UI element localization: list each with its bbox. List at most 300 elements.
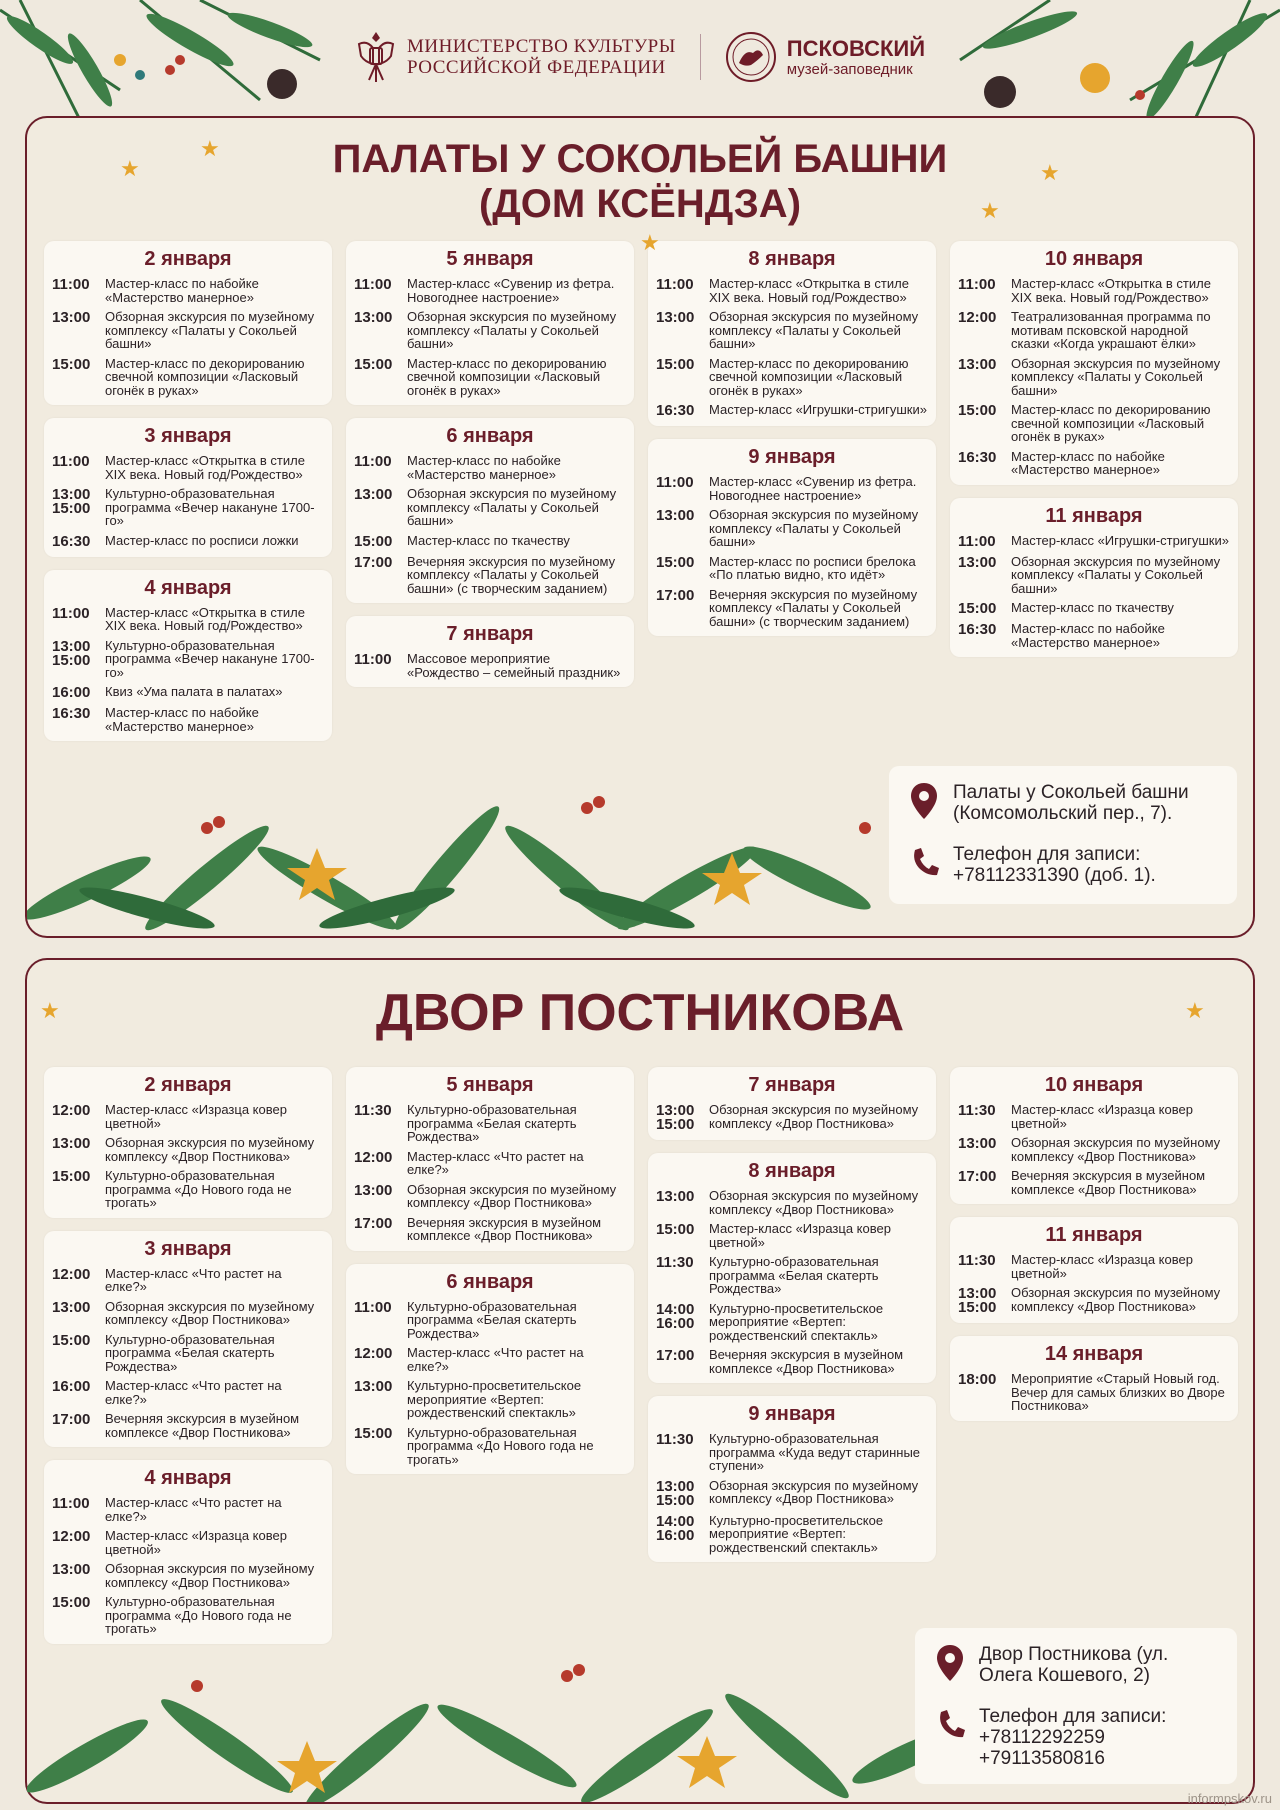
event-desc: Обзорная экскурсия по музейному комплексу «Двор Постникова» bbox=[105, 1298, 315, 1327]
postnikov-col-1 bbox=[44, 1067, 332, 1657]
event-time: 15:00 bbox=[52, 1331, 91, 1349]
event-time: 11:00 bbox=[958, 532, 996, 550]
event-time: 11:00 bbox=[52, 1495, 90, 1512]
event-row bbox=[354, 1150, 626, 1177]
palaty-col-3 bbox=[648, 241, 936, 649]
event-row bbox=[656, 1348, 928, 1375]
event-desc: Обзорная экскурсия по музейному комплексу «Двор Постникова» bbox=[105, 1561, 315, 1590]
event-desc: Вечерняя экскурсия в музейном комплексе «Двор Постникова» bbox=[1011, 1168, 1206, 1197]
event-time: 17:00 bbox=[656, 1347, 695, 1364]
event-desc: Вечерняя экскурсия по музейному комплексу «Палаты у Сокольей башни» (с творческим заданием) bbox=[407, 553, 616, 596]
event-time: 15:00 bbox=[656, 553, 695, 571]
event-row bbox=[958, 310, 1230, 351]
event-desc: Обзорная экскурсия по музейному комплексу «Палаты у Сокольей башни» bbox=[709, 309, 919, 351]
event-time: 11:00 bbox=[354, 651, 392, 668]
event-time: 13:00 bbox=[958, 1135, 997, 1152]
event-desc: Культурно-просветительское мероприятие «Вертеп: рождественский спектакль» bbox=[407, 1378, 582, 1420]
event-desc: Вечерняя экскурсия в музейном комплексе «Двор Постникова» bbox=[407, 1214, 602, 1243]
event-row bbox=[52, 534, 324, 549]
day-date: 11 января bbox=[1045, 504, 1143, 527]
event-desc: Культурно-образовательная программа «До Нового года не трогать» bbox=[105, 1594, 292, 1636]
phone-icon bbox=[935, 1706, 965, 1744]
palaty-col-2 bbox=[346, 241, 634, 700]
event-row bbox=[958, 357, 1230, 398]
day-card bbox=[44, 1231, 332, 1448]
event-time: 11:00 bbox=[354, 1298, 392, 1316]
event-row bbox=[958, 622, 1230, 649]
event-desc: Мастер-класс по декорированию свечной композиции «Ласковый огонёк в руках» bbox=[709, 355, 909, 398]
event-time: 15:00 bbox=[958, 402, 997, 419]
event-time: 13:00 bbox=[52, 1135, 91, 1152]
event-row bbox=[52, 487, 324, 528]
event-time: 17:00 bbox=[656, 586, 695, 604]
event-row bbox=[52, 639, 324, 680]
event-time: 13:00 15:00 bbox=[656, 1102, 695, 1133]
day-date: 4 января bbox=[144, 1467, 232, 1489]
event-time: 11:00 bbox=[958, 276, 996, 293]
event-desc: Мастер-класс «Что растет на елке?» bbox=[105, 1265, 282, 1294]
event-row bbox=[354, 1183, 626, 1210]
event-time: 17:00 bbox=[52, 1411, 91, 1428]
event-desc: Квиз «Ума палата в палатах» bbox=[105, 684, 283, 699]
event-desc: Мастер-класс «Игрушки-стригушки» bbox=[709, 402, 927, 417]
event-time: 11:30 bbox=[958, 1102, 996, 1119]
postnikov-contact-card bbox=[915, 1628, 1237, 1784]
event-time: 11:00 bbox=[52, 276, 90, 293]
day-card bbox=[648, 241, 936, 426]
palaty-col-4 bbox=[950, 241, 1238, 670]
event-row bbox=[52, 1169, 324, 1210]
day-card bbox=[346, 418, 634, 603]
event-desc: Мастер-класс «Что растет на елке?» bbox=[105, 1378, 282, 1407]
event-time: 15:00 bbox=[52, 1168, 91, 1185]
event-time: 15:00 bbox=[354, 532, 393, 550]
event-time: 13:00 bbox=[52, 309, 91, 326]
event-desc: Мастер-класс «Сувенир из фетра. Новогоднее настроение» bbox=[709, 474, 917, 503]
event-desc: Обзорная экскурсия по музейному комплексу «Двор Постникова» bbox=[1011, 1135, 1221, 1164]
event-row bbox=[354, 277, 626, 304]
museum-name-line2: музей-заповедник bbox=[786, 60, 913, 78]
section-palaty-title-line1: ПАЛАТЫ У СОКОЛЬЕЙ БАШНИ bbox=[332, 137, 948, 181]
event-desc: Культурно-образовательная программа «Куда ведут старинные ступени» bbox=[709, 1431, 921, 1473]
day-date: 6 января bbox=[446, 425, 534, 447]
event-row bbox=[354, 454, 626, 481]
event-row bbox=[354, 1103, 626, 1144]
event-desc: Обзорная экскурсия по музейному комплексу «Палаты у Сокольей башни» bbox=[709, 507, 919, 549]
event-time: 13:00 bbox=[354, 1378, 393, 1395]
event-desc: Мастер-класс «Что растет на елке?» bbox=[105, 1495, 282, 1524]
event-time: 15:00 bbox=[52, 1594, 91, 1611]
event-row bbox=[52, 310, 324, 351]
event-desc: Обзорная экскурсия по музейному комплексу «Двор Постникова» bbox=[709, 1188, 919, 1217]
event-row bbox=[354, 310, 626, 351]
address-text: Палаты у Сокольей башни (Комсомольский пер., 7). bbox=[953, 782, 1189, 824]
day-card bbox=[346, 1067, 634, 1251]
location-pin-icon bbox=[935, 1644, 965, 1682]
event-row bbox=[354, 1300, 626, 1341]
day-date: 10 января bbox=[1044, 1074, 1144, 1096]
star-decoration: ★ bbox=[1185, 998, 1205, 1023]
event-desc: Мастер-класс по набойке «Мастерство манерное» bbox=[105, 705, 259, 734]
event-desc: Обзорная экскурсия по музейному комплексу «Палаты у Сокольей башни» bbox=[1011, 553, 1221, 596]
day-card bbox=[648, 1396, 936, 1562]
event-row bbox=[52, 1412, 324, 1439]
event-desc: Мастер-класс «Что растет на елке?» bbox=[407, 1148, 584, 1177]
event-row bbox=[52, 1300, 324, 1327]
section-postnikov-panel bbox=[25, 958, 1255, 1804]
event-desc: Мастер-класс «Открытка в стиле XIX века. Новый год/Рождество» bbox=[709, 276, 909, 305]
phone-row bbox=[935, 1706, 1219, 1769]
event-row bbox=[354, 357, 626, 398]
phone-text[interactable]: Телефон для записи: +78112331390 (доб. 1). bbox=[953, 844, 1156, 886]
event-desc: Мастер-класс «Открытка в стиле XIX века. Новый год/Рождество» bbox=[105, 453, 305, 482]
event-desc: Культурно-образовательная программа «До Нового года не трогать» bbox=[105, 1168, 292, 1210]
event-desc: Обзорная экскурсия по музейному комплексу «Палаты у Сокольей башни» bbox=[1011, 355, 1221, 398]
event-time: 13:00 bbox=[52, 1561, 91, 1578]
event-desc: Обзорная экскурсия по музейному комплексу «Палаты у Сокольей башни» bbox=[105, 309, 315, 351]
event-row bbox=[52, 1103, 324, 1130]
ministry-logo bbox=[355, 28, 676, 86]
event-row bbox=[354, 1346, 626, 1373]
day-date: 3 января bbox=[144, 1237, 232, 1260]
event-desc: Вечерняя экскурсия в музейном комплексе «Двор Постникова» bbox=[709, 1347, 904, 1376]
event-row bbox=[52, 454, 324, 481]
event-row bbox=[656, 1302, 928, 1343]
event-time: 13:00 bbox=[958, 355, 997, 373]
phone-label: Телефон для записи: bbox=[979, 1706, 1167, 1727]
day-date: 9 января bbox=[748, 1403, 836, 1425]
event-time: 15:00 bbox=[354, 1424, 393, 1442]
event-desc: Культурно-образовательная программа «Белая скатерть Рождества» bbox=[709, 1254, 879, 1296]
event-desc: Обзорная экскурсия по музейному комплексу «Двор Постникова» bbox=[105, 1135, 315, 1164]
postnikov-col-2 bbox=[346, 1067, 634, 1487]
event-desc: Культурно-образовательная программа «Вечер накануне 1700-го» bbox=[105, 486, 315, 528]
event-time: 16:30 bbox=[656, 402, 695, 419]
event-time: 11:00 bbox=[52, 453, 90, 470]
event-time: 11:00 bbox=[52, 604, 90, 622]
event-desc: Обзорная экскурсия по музейному комплексу «Палаты у Сокольей башни» bbox=[407, 309, 617, 351]
event-row bbox=[958, 277, 1230, 304]
day-date: 10 января bbox=[1044, 248, 1144, 270]
event-row bbox=[656, 555, 928, 582]
star-decoration: ★ bbox=[1040, 160, 1060, 185]
star-decoration: ★ bbox=[40, 998, 60, 1023]
event-row bbox=[656, 1479, 928, 1508]
event-desc: Мастер-класс «Изразца ковер цветной» bbox=[105, 1102, 287, 1131]
event-desc: Культурно-просветительское мероприятие «Вертеп: рождественский спектакль» bbox=[709, 1300, 884, 1343]
day-date: 4 января bbox=[144, 576, 232, 599]
event-row bbox=[656, 588, 928, 629]
event-desc: Вечерняя экскурсия по музейному комплексу «Палаты у Сокольей башни» (с творческим заданием) bbox=[709, 586, 918, 629]
event-time: 16:30 bbox=[958, 448, 997, 466]
event-desc: Мастер-класс «Сувенир из фетра. Новогоднее настроение» bbox=[407, 276, 615, 305]
day-date: 9 января bbox=[748, 446, 836, 468]
star-decoration: ★ bbox=[200, 136, 220, 161]
event-time: 17:00 bbox=[354, 1214, 393, 1232]
event-time: 13:00 bbox=[354, 1181, 393, 1199]
location-pin-icon bbox=[909, 782, 939, 820]
event-time: 12:00 bbox=[354, 1148, 393, 1166]
day-date: 5 января bbox=[446, 1074, 534, 1096]
event-row bbox=[52, 1562, 324, 1589]
event-desc: Культурно-просветительское мероприятие «Вертеп: рождественский спектакль» bbox=[709, 1512, 884, 1555]
day-date: 8 января bbox=[748, 248, 836, 270]
event-row bbox=[52, 606, 324, 633]
event-time: 11:30 bbox=[958, 1252, 996, 1269]
event-desc: Мастер-класс «Изразца ковер цветной» bbox=[1011, 1102, 1193, 1131]
event-row bbox=[656, 1255, 928, 1296]
eagle-crest-icon bbox=[355, 28, 397, 86]
event-desc: Обзорная экскурсия по музейному комплексу «Палаты у Сокольей башни» bbox=[407, 486, 617, 528]
event-desc: Мастер-класс по росписи ложки bbox=[105, 532, 299, 548]
event-desc: Массовое мероприятие «Рождество – семейный праздник» bbox=[407, 651, 621, 680]
event-row bbox=[52, 685, 324, 700]
section-postnikov-title: ДВОР ПОСТНИКОВА bbox=[375, 984, 905, 1042]
event-row bbox=[656, 508, 928, 549]
event-desc: Мастер-класс по набойке «Мастерство манерное» bbox=[407, 453, 561, 482]
event-time: 13:00 bbox=[656, 1188, 695, 1205]
event-desc: Культурно-образовательная программа «Белая скатерть Рождества» bbox=[407, 1102, 577, 1144]
day-date: 5 января bbox=[446, 248, 534, 270]
event-time: 13:00 15:00 bbox=[958, 1285, 997, 1316]
event-row bbox=[52, 1333, 324, 1374]
day-card bbox=[44, 418, 332, 557]
event-desc: Мастер-класс «Что растет на елке?» bbox=[407, 1345, 584, 1374]
event-desc: Мастер-класс «Изразца ковер цветной» bbox=[709, 1221, 891, 1250]
event-row bbox=[52, 1379, 324, 1406]
pine-garland-decoration bbox=[27, 768, 907, 938]
event-time: 11:00 bbox=[354, 453, 392, 470]
event-row bbox=[958, 1103, 1230, 1130]
event-time: 14:00 16:00 bbox=[656, 1300, 695, 1332]
event-time: 11:00 bbox=[656, 474, 694, 491]
museum-seal-icon bbox=[725, 31, 777, 83]
section-palaty-title-line2: (ДОМ КСЁНДЗА) bbox=[478, 182, 802, 226]
event-row bbox=[52, 1496, 324, 1523]
event-desc: Мастер-класс по ткачеству bbox=[407, 532, 570, 548]
event-row bbox=[958, 1253, 1230, 1280]
event-row bbox=[656, 1189, 928, 1216]
phone-number-2[interactable]: +79113580816 bbox=[979, 1748, 1105, 1769]
day-date: 14 января bbox=[1044, 1343, 1144, 1365]
event-time: 11:00 bbox=[354, 276, 392, 293]
phone-number-1[interactable]: +78112292259 bbox=[979, 1727, 1105, 1748]
day-card bbox=[950, 498, 1238, 658]
day-card bbox=[648, 1153, 936, 1383]
event-time: 12:00 bbox=[958, 309, 997, 326]
ministry-name-line1: МИНИСТЕРСТВО КУЛЬТУРЫ bbox=[406, 36, 676, 57]
event-row bbox=[52, 1595, 324, 1636]
event-time: 13:00 bbox=[354, 486, 393, 503]
event-time: 17:00 bbox=[958, 1168, 997, 1185]
event-time: 16:30 bbox=[52, 532, 91, 550]
day-card bbox=[44, 1067, 332, 1218]
event-desc: Мастер-класс по декорированию свечной композиции «Ласковый огонёк в руках» bbox=[407, 355, 607, 398]
event-row bbox=[656, 1222, 928, 1249]
header-divider bbox=[700, 34, 701, 80]
event-desc: Мастер-класс по декорированию свечной композиции «Ласковый огонёк в руках» bbox=[1011, 402, 1211, 444]
event-time: 13:00 bbox=[656, 507, 695, 524]
event-row bbox=[958, 601, 1230, 616]
event-row bbox=[354, 652, 626, 679]
event-row bbox=[958, 555, 1230, 596]
day-card bbox=[648, 439, 936, 636]
event-time: 13:00 bbox=[354, 309, 393, 326]
phone-block bbox=[979, 1706, 1166, 1769]
event-row bbox=[958, 1136, 1230, 1163]
watermark: informpskov.ru bbox=[1187, 1791, 1272, 1806]
event-desc: Культурно-образовательная программа «Белая скатерть Рождества» bbox=[407, 1298, 577, 1341]
event-desc: Мастер-класс «Игрушки-стригушки» bbox=[1011, 532, 1229, 548]
phone-row bbox=[909, 844, 1219, 886]
event-desc: Мастер-класс «Изразца ковер цветной» bbox=[105, 1528, 287, 1557]
event-time: 18:00 bbox=[958, 1371, 997, 1388]
event-row bbox=[52, 277, 324, 304]
event-time: 16:00 bbox=[52, 1378, 91, 1395]
event-time: 15:00 bbox=[656, 355, 695, 373]
event-row bbox=[354, 555, 626, 596]
address-row bbox=[935, 1644, 1219, 1686]
event-desc: Мастер-класс по росписи брелока «По платью видно, кто идёт» bbox=[709, 553, 916, 582]
event-desc: Мастер-класс по набойке «Мастерство манерное» bbox=[1011, 621, 1165, 650]
event-time: 15:00 bbox=[52, 355, 91, 373]
event-desc: Обзорная экскурсия по музейному комплексу «Двор Постникова» bbox=[709, 1477, 919, 1506]
event-desc: Обзорная экскурсия по музейному комплексу «Двор Постникова» bbox=[1011, 1285, 1221, 1314]
event-desc: Мероприятие «Старый Новый год. Вечер для самых близких во Дворе Постникова» bbox=[1011, 1371, 1225, 1413]
event-row bbox=[958, 1372, 1230, 1413]
palaty-col-1 bbox=[44, 241, 332, 754]
day-card bbox=[346, 616, 634, 687]
day-card bbox=[950, 241, 1238, 485]
day-card bbox=[648, 1067, 936, 1140]
event-row bbox=[354, 1426, 626, 1467]
event-desc: Культурно-образовательная программа «Вечер накануне 1700-го» bbox=[105, 637, 315, 680]
event-time: 17:00 bbox=[354, 553, 393, 571]
phone-icon bbox=[909, 844, 939, 882]
day-date: 7 января bbox=[446, 623, 534, 645]
event-row bbox=[958, 403, 1230, 444]
event-time: 11:30 bbox=[354, 1102, 392, 1119]
event-desc: Мастер-класс «Открытка в стиле XIX века. Новый год/Рождество» bbox=[105, 604, 305, 633]
event-row bbox=[656, 1514, 928, 1555]
star-decoration: ★ bbox=[120, 156, 140, 181]
event-time: 12:00 bbox=[52, 1265, 91, 1283]
pine-garland-bottom-decoration bbox=[27, 1646, 957, 1802]
event-time: 12:00 bbox=[52, 1102, 91, 1119]
event-time: 13:00 bbox=[656, 309, 695, 326]
star-decoration: ★ bbox=[980, 198, 1000, 223]
event-row bbox=[958, 1169, 1230, 1196]
event-row bbox=[958, 1286, 1230, 1315]
event-time: 15:00 bbox=[354, 355, 393, 373]
event-time: 12:00 bbox=[52, 1528, 91, 1545]
event-desc: Мастер-класс «Открытка в стиле XIX века. Новый год/Рождество» bbox=[1011, 276, 1211, 305]
event-row bbox=[958, 450, 1230, 477]
day-card bbox=[950, 1336, 1238, 1421]
event-row bbox=[354, 1379, 626, 1420]
event-row bbox=[52, 706, 324, 733]
day-card bbox=[44, 1460, 332, 1644]
postnikov-col-4 bbox=[950, 1067, 1238, 1434]
day-date: 2 января bbox=[144, 248, 232, 270]
event-time: 13:00 15:00 bbox=[52, 637, 91, 669]
event-desc: Обзорная экскурсия по музейному комплексу «Двор Постникова» bbox=[407, 1181, 617, 1210]
day-card bbox=[950, 1217, 1238, 1323]
event-desc: Мастер-класс «Изразца ковер цветной» bbox=[1011, 1252, 1193, 1281]
event-time: 16:30 bbox=[958, 621, 997, 638]
ministry-name-line2: РОССИЙСКОЙ ФЕДЕРАЦИИ bbox=[406, 57, 666, 78]
day-date: 6 января bbox=[446, 1270, 534, 1293]
museum-logo bbox=[725, 31, 925, 83]
event-time: 11:30 bbox=[656, 1431, 694, 1448]
event-row bbox=[52, 357, 324, 398]
event-time: 13:00 bbox=[958, 553, 997, 571]
event-row bbox=[52, 1136, 324, 1163]
event-time: 13:00 15:00 bbox=[52, 486, 91, 517]
event-time: 13:00 bbox=[52, 1298, 91, 1316]
museum-name-line1: ПСКОВСКИЙ bbox=[786, 35, 926, 61]
address-text: Двор Постникова (ул. Олега Кошевого, 2) bbox=[979, 1644, 1169, 1686]
day-date: 2 января bbox=[144, 1074, 232, 1096]
event-row bbox=[354, 534, 626, 549]
event-row bbox=[656, 277, 928, 304]
day-card bbox=[44, 570, 332, 742]
header-logos bbox=[0, 22, 1280, 92]
event-row bbox=[52, 1529, 324, 1556]
event-row bbox=[656, 310, 928, 351]
event-desc: Мастер-класс по набойке «Мастерство манерное» bbox=[105, 276, 259, 305]
day-card bbox=[346, 1264, 634, 1475]
day-date: 11 января bbox=[1045, 1224, 1143, 1246]
event-row bbox=[958, 534, 1230, 549]
day-card bbox=[950, 1067, 1238, 1204]
event-desc: Обзорная экскурсия по музейному комплексу «Двор Постникова» bbox=[709, 1102, 919, 1131]
day-date: 7 января bbox=[748, 1074, 836, 1096]
event-row bbox=[656, 1103, 928, 1132]
event-desc: Театрализованная программа по мотивам псковской народной сказки «Когда украшают ёлки» bbox=[1011, 309, 1211, 351]
event-row bbox=[656, 403, 928, 418]
palaty-contact-card bbox=[889, 766, 1237, 904]
event-desc: Культурно-образовательная программа «Белая скатерть Рождества» bbox=[105, 1331, 275, 1374]
star-decoration: ★ bbox=[640, 230, 660, 255]
event-desc: Мастер-класс по декорированию свечной композиции «Ласковый огонёк в руках» bbox=[105, 355, 305, 398]
postnikov-col-3 bbox=[648, 1067, 936, 1575]
event-desc: Мастер-класс по набойке «Мастерство манерное» bbox=[1011, 448, 1165, 477]
event-time: 14:00 16:00 bbox=[656, 1512, 695, 1544]
event-row bbox=[354, 487, 626, 528]
event-time: 15:00 bbox=[958, 600, 997, 617]
event-row bbox=[656, 475, 928, 502]
event-desc: Мастер-класс по ткачеству bbox=[1011, 600, 1174, 615]
event-time: 16:00 bbox=[52, 684, 91, 701]
event-row bbox=[52, 1267, 324, 1294]
event-row bbox=[656, 1432, 928, 1473]
address-row bbox=[909, 782, 1219, 824]
event-time: 16:30 bbox=[52, 705, 91, 722]
event-desc: Вечерняя экскурсия в музейном комплексе «Двор Постникова» bbox=[105, 1411, 300, 1440]
day-card bbox=[44, 241, 332, 405]
event-time: 13:00 15:00 bbox=[656, 1477, 695, 1509]
day-card bbox=[346, 241, 634, 405]
event-time: 12:00 bbox=[354, 1345, 393, 1362]
day-date: 3 января bbox=[144, 425, 232, 447]
event-row bbox=[354, 1216, 626, 1243]
event-desc: Культурно-образовательная программа «До Нового года не трогать» bbox=[407, 1424, 594, 1467]
day-date: 8 января bbox=[748, 1160, 836, 1182]
event-time: 11:30 bbox=[656, 1254, 694, 1271]
event-time: 11:00 bbox=[656, 276, 694, 293]
event-row bbox=[656, 357, 928, 398]
